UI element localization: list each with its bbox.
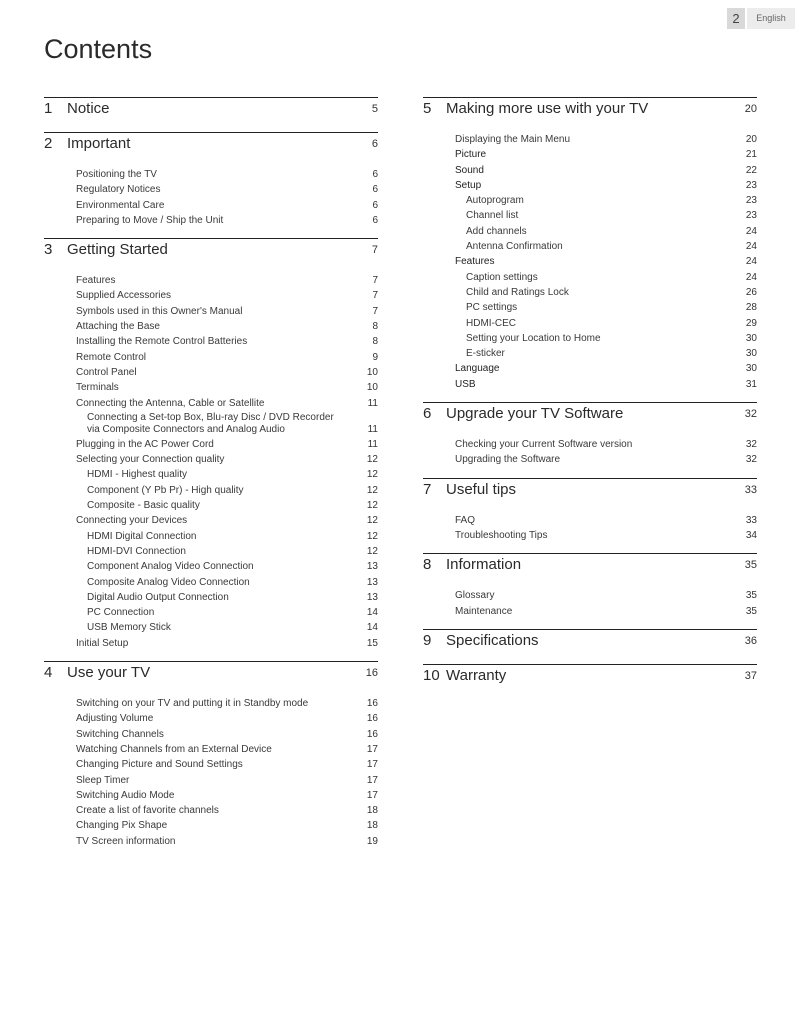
- entry-page-number: 6: [372, 214, 378, 226]
- section-number: 1: [44, 100, 53, 117]
- entry-title: Setting your Location to Home: [466, 332, 601, 344]
- entry-title: Maintenance: [455, 605, 513, 617]
- toc-section-10: [423, 664, 757, 699]
- toc-entry[interactable]: [44, 182, 378, 197]
- entry-title: Component Analog Video Connection: [87, 561, 254, 573]
- toc-section-8: [423, 553, 757, 629]
- entry-page-number: 12: [366, 545, 378, 557]
- section-title: Notice: [67, 100, 110, 117]
- toc-entry[interactable]: [44, 711, 378, 726]
- toc-entry[interactable]: [423, 254, 757, 269]
- entry-title: Component (Y Pb Pr) - High quality: [87, 484, 244, 496]
- toc-entry[interactable]: [423, 147, 757, 162]
- entry-page-number: 12: [366, 530, 378, 542]
- toc-entry[interactable]: [44, 757, 378, 772]
- toc-entry[interactable]: [423, 132, 757, 147]
- entry-title: Displaying the Main Menu: [455, 134, 571, 145]
- section-number: 5: [423, 100, 432, 117]
- entry-title: Picture: [455, 149, 487, 161]
- entry-page-number: 17: [366, 743, 378, 755]
- entry-title: Checking your Current Software version: [455, 439, 633, 451]
- entry-page-number: 11: [367, 397, 378, 409]
- entry-title: Autoprogram: [466, 195, 524, 207]
- toc-entry[interactable]: [44, 559, 378, 574]
- section-page-number: 5: [371, 103, 378, 115]
- section-spacer: [44, 651, 378, 661]
- toc-entry[interactable]: [44, 620, 378, 635]
- entry-title: Sleep Timer: [76, 774, 130, 786]
- section-spacer: [423, 619, 757, 629]
- entry-page-number: 20: [745, 134, 757, 145]
- entry-title: Attaching the Base: [76, 321, 160, 333]
- toc-entry[interactable]: [44, 803, 378, 818]
- entry-page-number: 19: [366, 835, 378, 847]
- toc-entry[interactable]: [423, 528, 757, 543]
- entry-title: Selecting your Connection quality: [76, 454, 225, 466]
- toc-section-4: [44, 661, 378, 859]
- toc-entry[interactable]: [44, 273, 378, 288]
- section-page-number: 6: [371, 138, 378, 150]
- entry-title: PC Connection: [87, 607, 155, 619]
- toc-entry[interactable]: [44, 288, 378, 303]
- entry-page-number: 10: [366, 366, 378, 378]
- section-spacer: [44, 228, 378, 238]
- section-number: 10: [423, 666, 440, 684]
- entry-page-number: 22: [745, 164, 757, 176]
- section-title: Warranty: [446, 666, 507, 684]
- section-heading[interactable]: [44, 133, 378, 167]
- entry-page-number: 28: [745, 302, 757, 314]
- toc-section-2: [44, 132, 378, 238]
- toc-entry[interactable]: [44, 437, 378, 452]
- entry-page-number: 12: [366, 469, 378, 481]
- entry-page-number: 10: [366, 382, 378, 394]
- toc-entry[interactable]: [423, 300, 757, 315]
- section-spacer: [423, 468, 757, 478]
- entry-title: Positioning the TV: [76, 169, 157, 180]
- entry-page-number: 15: [366, 637, 378, 649]
- entry-page-number: 17: [366, 774, 378, 786]
- toc-entry[interactable]: [44, 334, 378, 349]
- toc-entry[interactable]: [44, 696, 378, 711]
- entry-page-number: 16: [366, 728, 378, 740]
- toc-entry[interactable]: [423, 588, 757, 603]
- entry-page-number: 26: [745, 286, 757, 298]
- toc-section-9: [423, 629, 757, 664]
- toc-section-3: [44, 238, 378, 661]
- entry-title: Channel list: [466, 210, 519, 222]
- toc-entry[interactable]: [44, 575, 378, 590]
- toc-entry[interactable]: [423, 452, 757, 467]
- entry-title: Control Panel: [76, 366, 137, 378]
- entry-page-number: 23: [745, 179, 757, 191]
- entry-page-number: 13: [366, 591, 378, 603]
- toc-entry[interactable]: [423, 163, 757, 178]
- entry-page-number: 32: [745, 454, 757, 466]
- toc-entry[interactable]: [423, 513, 757, 528]
- toc-section-6: [423, 402, 757, 478]
- entry-title: Sound: [455, 164, 484, 176]
- toc-entry[interactable]: [44, 213, 378, 228]
- page-number: 2: [727, 8, 745, 29]
- entry-title: HDMI-DVI Connection: [87, 545, 186, 557]
- entry-title: Language: [455, 363, 500, 375]
- entry-title: Initial Setup: [76, 637, 129, 649]
- toc-entry[interactable]: [423, 208, 757, 223]
- entry-page-number: 24: [745, 271, 757, 283]
- section-title: Upgrade your TV Software: [446, 405, 624, 423]
- entry-page-number: 35: [745, 605, 757, 617]
- section-number: 8: [423, 556, 432, 574]
- entry-title: USB: [455, 378, 476, 390]
- toc-entry[interactable]: [44, 529, 378, 544]
- entry-title: Connecting your Devices: [76, 515, 188, 527]
- toc-entry[interactable]: [44, 198, 378, 213]
- toc-entry[interactable]: [423, 604, 757, 619]
- section-heading[interactable]: [423, 98, 757, 132]
- entry-page-number: 7: [372, 290, 378, 302]
- toc-entry[interactable]: [44, 483, 378, 498]
- toc-entry[interactable]: [423, 437, 757, 452]
- section-heading[interactable]: [44, 98, 378, 132]
- entry-page-number: 30: [745, 332, 757, 344]
- toc-entry[interactable]: [423, 178, 757, 193]
- entry-page-number: 8: [372, 336, 378, 348]
- toc-entry[interactable]: [44, 452, 378, 467]
- toc-entry[interactable]: [44, 788, 378, 803]
- toc-entry[interactable]: [44, 411, 378, 437]
- entry-page-number: 24: [745, 225, 757, 237]
- toc-entry[interactable]: [44, 319, 378, 334]
- entry-page-number: 9: [372, 351, 378, 363]
- section-page-number: 35: [744, 559, 757, 572]
- entry-title: HDMI - Highest quality: [87, 469, 188, 481]
- section-page-number: 36: [744, 634, 757, 647]
- entry-title: TV Screen information: [76, 835, 176, 847]
- toc-entry[interactable]: [44, 380, 378, 395]
- entry-title: Terminals: [76, 382, 119, 394]
- entry-page-number: 24: [745, 241, 757, 253]
- toc-entry[interactable]: [44, 544, 378, 559]
- toc-entry[interactable]: [44, 742, 378, 757]
- section-number: 4: [44, 664, 53, 682]
- entry-title: Switching Channels: [76, 728, 164, 740]
- toc-entry[interactable]: [423, 270, 757, 285]
- entry-title: Create a list of favorite channels: [76, 805, 219, 817]
- entry-page-number: 21: [745, 149, 757, 161]
- toc-entry[interactable]: [44, 304, 378, 319]
- toc-entry[interactable]: [44, 365, 378, 380]
- entry-page-number: 7: [372, 305, 378, 317]
- entry-title: Switching Audio Mode: [76, 789, 175, 801]
- entry-title: Glossary: [455, 590, 495, 602]
- toc-entry[interactable]: [44, 467, 378, 482]
- entry-page-number: 23: [745, 195, 757, 207]
- toc-entry[interactable]: [44, 605, 378, 620]
- entry-page-number: 30: [745, 348, 757, 360]
- entry-title: Upgrading the Software: [455, 454, 561, 466]
- section-page-number: 16: [365, 667, 378, 680]
- section-spacer: [44, 849, 378, 859]
- entry-page-number: 31: [745, 378, 757, 390]
- entry-page-number: 6: [372, 169, 378, 180]
- entry-page-number: 18: [366, 805, 378, 817]
- entry-title: Changing Picture and Sound Settings: [76, 759, 243, 771]
- entry-page-number: 12: [366, 484, 378, 496]
- toc-entry[interactable]: [44, 513, 378, 528]
- section-page-number: 32: [744, 408, 757, 421]
- entry-title: Remote Control: [76, 351, 147, 363]
- entry-title-multiline: [87, 412, 334, 436]
- entry-title: Composite - Basic quality: [87, 500, 200, 512]
- entry-page-number: 14: [366, 622, 378, 634]
- section-page-number: 7: [371, 244, 378, 257]
- entry-page-number: 12: [366, 454, 378, 466]
- entry-title: HDMI Digital Connection: [87, 530, 197, 542]
- entry-page-number: 23: [745, 210, 757, 222]
- entry-title: Regulatory Notices: [76, 184, 161, 196]
- toc-entry[interactable]: [44, 350, 378, 365]
- section-title: Making more use with your TV: [446, 100, 649, 117]
- entry-title: HDMI-CEC: [466, 317, 516, 329]
- toc-entry[interactable]: [44, 590, 378, 605]
- entry-title: PC settings: [466, 302, 518, 314]
- section-number: 7: [423, 480, 432, 498]
- section-number: 9: [423, 631, 432, 649]
- entry-title: FAQ: [455, 514, 476, 526]
- entry-title: Connecting the Antenna, Cable or Satellite: [76, 397, 265, 409]
- section-heading[interactable]: [423, 630, 757, 664]
- entry-page-number: 14: [366, 607, 378, 619]
- toc-entry[interactable]: [44, 396, 378, 411]
- entry-title: Watching Channels from an External Device: [76, 743, 272, 755]
- section-number: 3: [44, 241, 53, 259]
- entry-title: Caption settings: [466, 271, 538, 283]
- toc-section-7: [423, 478, 757, 554]
- entry-page-number: 16: [366, 698, 378, 710]
- section-page-number: 20: [744, 103, 757, 115]
- entry-page-number: 11: [367, 438, 378, 450]
- entry-page-number: 11: [367, 423, 378, 435]
- section-title: Use your TV: [67, 664, 151, 682]
- toc-entry[interactable]: [44, 636, 378, 651]
- entry-title: Adjusting Volume: [76, 713, 154, 725]
- entry-title: Features: [455, 256, 495, 268]
- toc-entry[interactable]: [44, 818, 378, 833]
- entry-title-line2: via Composite Connectors and Analog Audio: [87, 423, 285, 435]
- entry-title-line1: Connecting a Set-top Box, Blu-ray Disc / DVD Recorder: [87, 411, 334, 423]
- section-number: 2: [44, 135, 53, 152]
- toc-entry[interactable]: [44, 498, 378, 513]
- entry-page-number: 12: [366, 500, 378, 512]
- entry-page-number: 30: [745, 363, 757, 375]
- entry-title: Symbols used in this Owner's Manual: [76, 305, 243, 317]
- entry-title: Supplied Accessories: [76, 290, 172, 302]
- section-spacer: [423, 543, 757, 553]
- page-title: Contents: [44, 34, 153, 64]
- entry-title: Child and Ratings Lock: [466, 286, 569, 298]
- entry-title: Digital Audio Output Connection: [87, 591, 229, 603]
- toc-entry[interactable]: [423, 361, 757, 376]
- entry-title: Antenna Confirmation: [466, 241, 563, 253]
- toc-entry[interactable]: [44, 834, 378, 849]
- toc-entry[interactable]: [423, 331, 757, 346]
- entry-page-number: 17: [366, 789, 378, 801]
- entry-page-number: 16: [366, 713, 378, 725]
- entry-title: Preparing to Move / Ship the Unit: [76, 214, 224, 226]
- section-heading[interactable]: [44, 662, 378, 696]
- entry-page-number: 24: [745, 256, 757, 268]
- entry-title: Environmental Care: [76, 199, 165, 211]
- entry-page-number: 17: [366, 759, 378, 771]
- entry-page-number: 33: [745, 514, 757, 526]
- entry-title: Features: [76, 275, 116, 287]
- entry-page-number: 6: [372, 199, 378, 211]
- toc-left-column: [44, 97, 378, 859]
- entry-page-number: 8: [372, 321, 378, 333]
- entry-page-number: 6: [372, 184, 378, 196]
- section-heading[interactable]: [423, 554, 757, 588]
- toc-entry[interactable]: [44, 167, 378, 182]
- entry-title: Setup: [455, 179, 482, 191]
- language-label: English: [747, 8, 795, 29]
- entry-title: USB Memory Stick: [87, 622, 171, 634]
- toc-entry[interactable]: [423, 285, 757, 300]
- toc-entry[interactable]: [44, 727, 378, 742]
- section-heading[interactable]: [423, 403, 757, 437]
- toc-entry[interactable]: [423, 239, 757, 254]
- entry-page-number: 18: [366, 820, 378, 832]
- toc-section-5: [423, 97, 757, 402]
- section-heading[interactable]: [423, 665, 757, 699]
- entry-page-number: 12: [366, 515, 378, 527]
- entry-title: Installing the Remote Control Batteries: [76, 336, 248, 348]
- toc-entry[interactable]: [423, 224, 757, 239]
- section-page-number: 37: [744, 669, 757, 682]
- section-page-number: 33: [744, 483, 757, 496]
- section-title: Useful tips: [446, 480, 517, 498]
- toc-entry[interactable]: [44, 773, 378, 788]
- entry-page-number: 7: [372, 275, 378, 287]
- section-number: 6: [423, 405, 432, 423]
- section-spacer: [423, 392, 757, 402]
- section-title: Specifications: [446, 631, 539, 649]
- toc-section-1: [44, 97, 378, 132]
- toc-entry[interactable]: [423, 346, 757, 361]
- section-heading[interactable]: [423, 479, 757, 513]
- entry-title: Composite Analog Video Connection: [87, 576, 250, 588]
- entry-title: Plugging in the AC Power Cord: [76, 438, 214, 450]
- section-title: Important: [67, 135, 131, 152]
- entry-page-number: 13: [366, 576, 378, 588]
- entry-title: E-sticker: [466, 348, 505, 360]
- entry-title: Switching on your TV and putting it in Standby mode: [76, 698, 309, 710]
- toc-entry[interactable]: [423, 316, 757, 331]
- entry-title: Changing Pix Shape: [76, 820, 168, 832]
- entry-page-number: 35: [745, 590, 757, 602]
- entry-page-number: 29: [745, 317, 757, 329]
- section-title: Information: [446, 556, 522, 574]
- toc-entry[interactable]: [423, 193, 757, 208]
- entry-page-number: 32: [745, 439, 757, 451]
- entry-page-number: 34: [745, 529, 757, 541]
- entry-title: Troubleshooting Tips: [455, 529, 548, 541]
- toc-entry[interactable]: [423, 377, 757, 392]
- entry-title: Add channels: [466, 225, 527, 237]
- toc-right-column: [423, 97, 757, 699]
- section-title: Getting Started: [67, 241, 168, 259]
- section-heading[interactable]: [44, 239, 378, 273]
- entry-page-number: 13: [366, 561, 378, 573]
